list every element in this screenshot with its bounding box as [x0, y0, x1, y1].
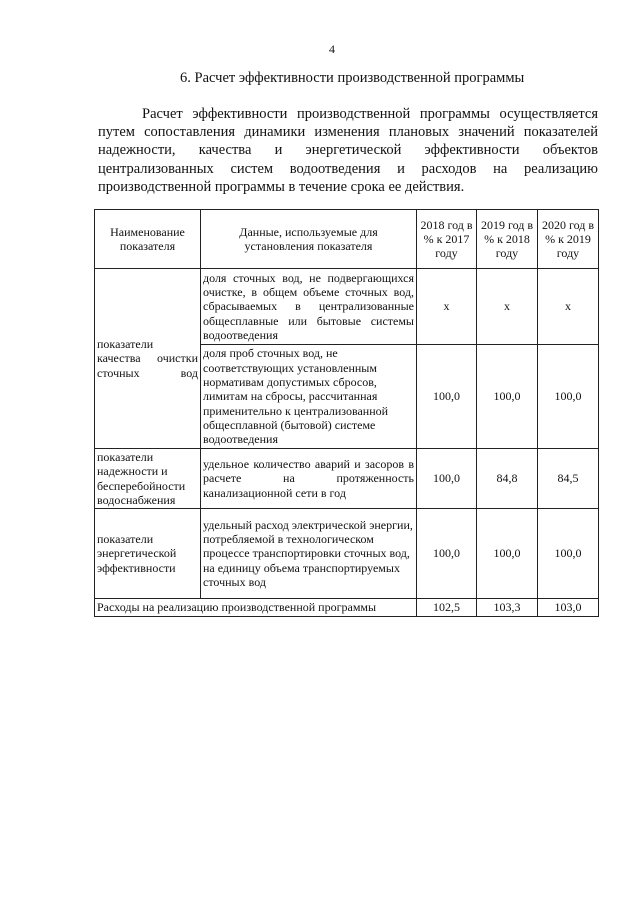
total-label: Расходы на реализацию производственной программы	[95, 599, 417, 617]
table-header-row	[95, 210, 599, 269]
section-heading: 6. Расчет эффективности производственной программы	[180, 70, 525, 86]
value-2019: 100,0	[477, 509, 538, 599]
table-total-row	[95, 599, 599, 617]
indicator-reliability: показатели надежности и бесперебойности водоснабжения	[95, 449, 201, 509]
indicator-data: удельный расход электрической энергии, потребляемой в технологическом процессе транспортировки сточных вод, на единицу объема транспортируемых сточных вод	[201, 509, 417, 599]
value-2018: 100,0	[417, 449, 477, 509]
efficiency-table	[94, 209, 599, 617]
table-row	[95, 269, 599, 345]
table-row	[95, 509, 599, 599]
value-2020: х	[538, 269, 599, 345]
value-2020: 84,5	[538, 449, 599, 509]
value-2019: 84,8	[477, 449, 538, 509]
value-2020: 100,0	[538, 509, 599, 599]
table-row	[95, 449, 599, 509]
value-2018: х	[417, 269, 477, 345]
total-2019: 103,3	[477, 599, 538, 617]
header-data: Данные, используемые для установления показателя	[201, 210, 417, 269]
header-2020: 2020 год в % к 2019 году	[538, 210, 599, 269]
header-2019: 2019 год в % к 2018 году	[477, 210, 538, 269]
header-2018: 2018 год в % к 2017 году	[417, 210, 477, 269]
indicator-data: доля сточных вод, не подвергающихся очистке, в общем объеме сточных вод, сбрасываемых в централизованные общесплавные или бытовые системы водоотведения	[201, 269, 417, 345]
page-number: 4	[329, 42, 335, 56]
total-2018: 102,5	[417, 599, 477, 617]
value-2020: 100,0	[538, 345, 599, 449]
total-2020: 103,0	[538, 599, 599, 617]
indicator-data: удельное количество аварий и засоров в расчете на протяженность канализационной сети в год	[201, 449, 417, 509]
indicator-quality: показатели качества очистки сточных вод	[95, 269, 201, 449]
value-2019: 100,0	[477, 345, 538, 449]
indicator-energy: показатели энергетической эффективности	[95, 509, 201, 599]
value-2018: 100,0	[417, 345, 477, 449]
value-2018: 100,0	[417, 509, 477, 599]
header-name: Наименование показателя	[95, 210, 201, 269]
indicator-data: доля проб сточных вод, не соответствующих установленным нормативам допустимых сбросов, лимитам на сбросы, рассчитанная применительно к централизованной общесплавной (бытовой) системе водоотведения	[201, 345, 417, 449]
section-paragraph: Расчет эффективности производственной программы осуществляется путем сопоставления динамики изменения плановых значений показателей надежности, качества и энергетической эффективности объектов централизованных систем водоотведения и расходов на реализацию производственной программы в течение срока ее действия.	[98, 106, 598, 195]
value-2019: х	[477, 269, 538, 345]
